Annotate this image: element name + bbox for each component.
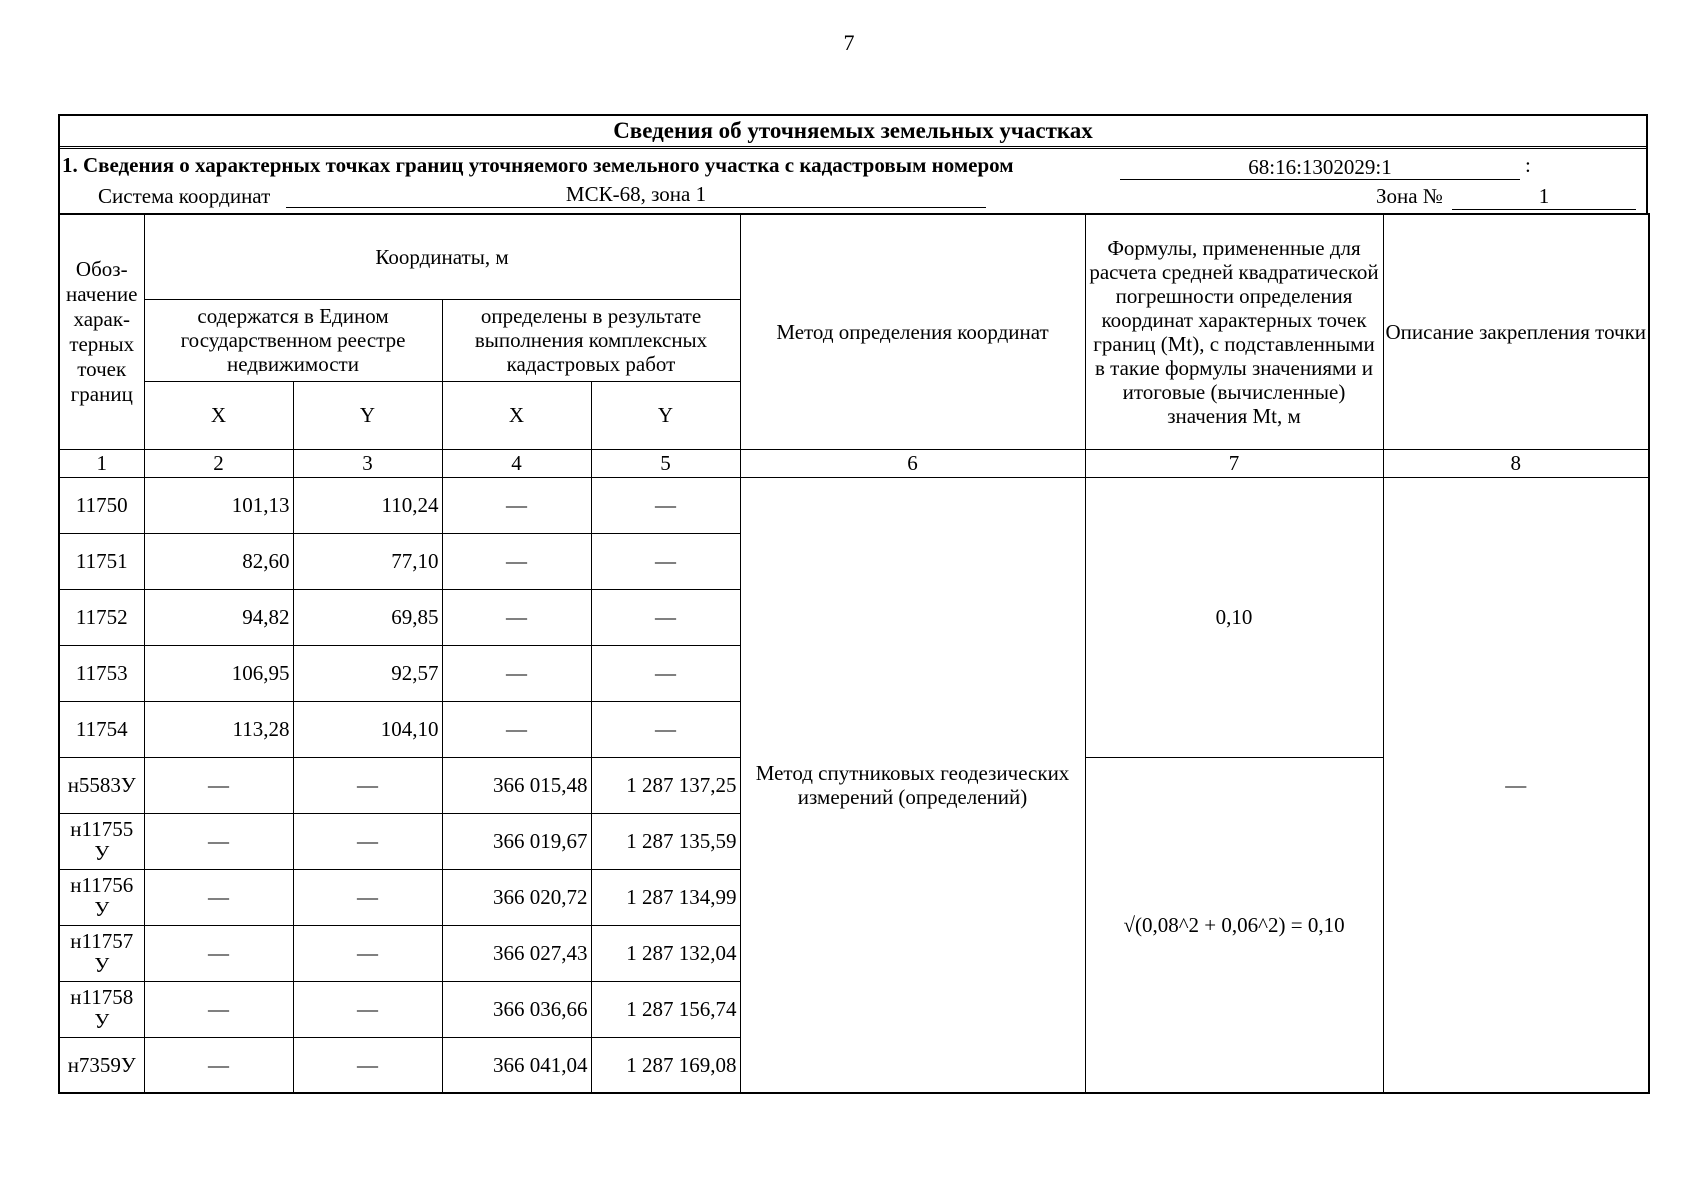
col-number: 7 — [1085, 449, 1383, 477]
y-registry: 69,85 — [293, 589, 442, 645]
y-works: — — [591, 645, 740, 701]
y-registry: — — [293, 1037, 442, 1093]
cadastral-number: 68:16:1302029:1 — [1120, 155, 1520, 180]
y-registry: — — [293, 757, 442, 813]
description-cell: — — [1383, 477, 1649, 1093]
point-id: 11753 — [59, 645, 144, 701]
x-works: 366 041,04 — [442, 1037, 591, 1093]
point-id: н7359У — [59, 1037, 144, 1093]
col-number: 8 — [1383, 449, 1649, 477]
x-registry: — — [144, 869, 293, 925]
x-works: — — [442, 533, 591, 589]
x-works: — — [442, 589, 591, 645]
point-id: 11751 — [59, 533, 144, 589]
y-registry: 92,57 — [293, 645, 442, 701]
x-registry: 106,95 — [144, 645, 293, 701]
subsection-line — [60, 149, 1646, 181]
header-method: Метод определения координат — [740, 214, 1085, 449]
x-works: — — [442, 477, 591, 533]
zone-value: 1 — [1452, 183, 1636, 210]
x-registry: — — [144, 925, 293, 981]
section-title: Сведения об уточняемых земельных участках — [60, 116, 1646, 149]
y-registry: — — [293, 981, 442, 1037]
table-row — [59, 477, 1649, 533]
col-number: 5 — [591, 449, 740, 477]
point-id: н11755 У — [59, 813, 144, 869]
x-registry: 113,28 — [144, 701, 293, 757]
header-from-works: определены в результате выполнения комплексных кадастровых работ — [442, 299, 740, 381]
header-formulas: Формулы, примененные для расчета средней квадратической погрешности определения координат характерных точек границ (Mt), с подставленными в такие формулы значениями и итоговые (вычисленные) значения Mt, м — [1085, 214, 1383, 449]
y-works: 1 287 137,25 — [591, 757, 740, 813]
col-number: 1 — [59, 449, 144, 477]
subsection-label: 1. Сведения о характерных точках границ уточняемого земельного участка с кадастровым номером — [62, 153, 1014, 177]
colon: : — [1525, 153, 1531, 177]
page-number: 7 — [843, 30, 855, 55]
y-registry: 104,10 — [293, 701, 442, 757]
col-number: 6 — [740, 449, 1085, 477]
col-number: 2 — [144, 449, 293, 477]
y-works: — — [591, 589, 740, 645]
y-registry: — — [293, 925, 442, 981]
y-works: — — [591, 533, 740, 589]
point-id: н5583У — [59, 757, 144, 813]
point-id: н11757 У — [59, 925, 144, 981]
point-id: 11750 — [59, 477, 144, 533]
x-works: 366 036,66 — [442, 981, 591, 1037]
header-description: Описание закрепления точки — [1383, 214, 1649, 449]
document-body — [58, 114, 1648, 1094]
x-works: 366 015,48 — [442, 757, 591, 813]
x-works: 366 027,43 — [442, 925, 591, 981]
section-header — [58, 114, 1648, 213]
col-number: 3 — [293, 449, 442, 477]
y-works: 1 287 135,59 — [591, 813, 740, 869]
header-y2: Y — [591, 381, 740, 449]
formula-cell-1: 0,10 — [1085, 477, 1383, 757]
x-registry: — — [144, 1037, 293, 1093]
point-id: н11756 У — [59, 869, 144, 925]
coord-system-line — [60, 181, 1646, 213]
x-works: 366 020,72 — [442, 869, 591, 925]
coord-system-value: МСК-68, зона 1 — [286, 181, 986, 208]
header-point-designation: Обоз-начение харак-терных точек границ — [59, 214, 144, 449]
y-registry: — — [293, 813, 442, 869]
zone-label: Зона № — [1376, 184, 1443, 208]
y-registry: — — [293, 869, 442, 925]
x-registry: 101,13 — [144, 477, 293, 533]
y-works: 1 287 134,99 — [591, 869, 740, 925]
y-registry: 110,24 — [293, 477, 442, 533]
point-id: н11758 У — [59, 981, 144, 1037]
col-number: 4 — [442, 449, 591, 477]
method-cell: Метод спутниковых геодезических измерений (определений) — [740, 477, 1085, 1093]
point-id: 11752 — [59, 589, 144, 645]
x-works: — — [442, 645, 591, 701]
x-registry: — — [144, 981, 293, 1037]
point-id: 11754 — [59, 701, 144, 757]
header-coordinates: Координаты, м — [144, 214, 740, 299]
y-works: — — [591, 701, 740, 757]
x-registry: 82,60 — [144, 533, 293, 589]
y-works: 1 287 156,74 — [591, 981, 740, 1037]
x-registry: — — [144, 813, 293, 869]
formula-cell-2: √(0,08^2 + 0,06^2) = 0,10 — [1085, 757, 1383, 1093]
y-registry: 77,10 — [293, 533, 442, 589]
header-y1: Y — [293, 381, 442, 449]
x-registry: 94,82 — [144, 589, 293, 645]
points-table — [58, 213, 1650, 1094]
x-works: — — [442, 701, 591, 757]
x-works: 366 019,67 — [442, 813, 591, 869]
y-works: — — [591, 477, 740, 533]
header-in-registry: содержатся в Едином государственном реестре недвижимости — [144, 299, 442, 381]
coord-system-label: Система координат — [98, 184, 271, 208]
header-x2: X — [442, 381, 591, 449]
y-works: 1 287 132,04 — [591, 925, 740, 981]
x-registry: — — [144, 757, 293, 813]
header-x1: X — [144, 381, 293, 449]
y-works: 1 287 169,08 — [591, 1037, 740, 1093]
